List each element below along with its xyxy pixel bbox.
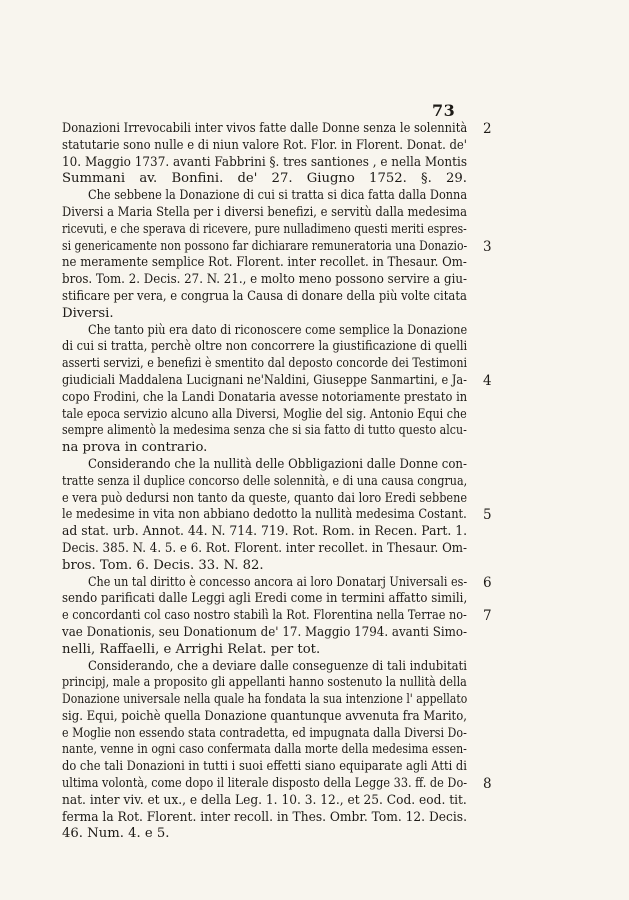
line-text: sig. Equi, poichè quella Donazione quantunque avvenuta fra Marito, [62,708,468,724]
text-line [62,456,467,474]
text-line [62,154,468,172]
text-line [62,490,468,508]
line-text: ultima volontà, come dopo il literale disposto della Legge 33. ff. de Do- [62,776,468,792]
text-line [62,809,467,827]
line-text: ne meramente semplice Rot. Florent. inter recollet. in Thesaur. Om- [62,255,467,271]
text-line [62,406,467,424]
line-text: principj, male a proposito gli appellanti hanno sostenuto la nullità della [62,675,467,691]
text-line [62,792,467,810]
text-line [62,776,492,793]
text-line [62,372,492,390]
text-line [62,339,468,356]
line-text: e Moglie non essendo stata contradetta, ed impugnata dalla Diversi Do- [62,725,467,741]
line-text: ferma la Rot. Florent. inter recoll. in Thes. Ombr. Tom. 12. Decis. [62,809,467,825]
line-text: Che sebbene la Donazione di cui si tratta si dica fatta dalla Donna [88,188,468,204]
text-line [62,356,468,373]
line-text: le medesime in vita non abbiano dedotto la nullità medesima Costant. [62,507,467,523]
text-line [62,742,467,759]
text-line [62,440,462,457]
margin-note-number: 7 [483,608,492,625]
line-text: si genericamente non possono far dichiarare remuneratoria una Donazio- [62,238,468,254]
body-text [62,121,492,843]
line-text: nat. inter viv. et ux., e della Leg. 1. 10. 3. 12., et 25. Cod. eod. tit. [62,792,467,808]
text-line [62,121,492,138]
text-line [62,725,467,743]
line-text: Diversi. [62,305,114,321]
line-text: Decis. 385. N. 4. 5. e 6. Rot. Florent. inter recollet. in Thesaur. Om- [62,540,468,556]
line-text: asserti servizi, e benefizi è smentito dal deposto concorde dei Testimoni [62,356,468,372]
margin-note-number: 8 [483,776,492,793]
text-line [62,322,468,340]
text-line [62,675,467,692]
line-text: vae Donationis, seu Donationum de' 17. Maggio 1794. avanti Simo- [62,624,468,640]
text-line [62,272,467,289]
line-text: giudiciali Maddalena Lucignani ne'Naldini, Giuseppe Sanmartini, e Ja- [62,372,467,388]
text-line [62,708,468,726]
line-text: Considerando che la nullità delle Obbligazioni dalle Donne con- [88,456,467,472]
text-line [62,238,492,256]
margin-note-number: 6 [483,574,492,591]
text-line [62,423,467,440]
text-line [62,389,468,407]
text-line [62,540,468,558]
text-line [62,221,467,239]
line-text: nelli, Raffaelli, e Arrighi Relat. per tot. [62,641,321,657]
text-line [62,658,467,676]
line-text: ricevuti, e che sperava di ricevere, pure nulladimeno questi meriti espres- [62,221,467,237]
line-text: Diversi a Maria Stella per i diversi benefizi, e servitù dalla medesima [62,204,467,220]
line-text: 46. Num. 4. e 5. [62,826,170,842]
line-text: do che tali Donazioni in tutti i suoi effetti siano equiparate agli Atti di [62,759,467,775]
line-text: ad stat. urb. Annot. 44. N. 714. 719. Rot. Rom. in Recen. Part. 1. [62,524,468,540]
line-text: e vera può dedursi non tanto da queste, quanto dai loro Eredi sebbene [62,490,468,506]
text-line [62,507,492,524]
line-text: tratte senza il duplice concorso delle solennità, e di una causa congrua, [62,473,468,489]
text-line [62,574,492,592]
margin-note-number: 4 [483,372,492,389]
line-text: nante, venne in ogni caso confermata dalla morte della medesima essen- [62,742,467,758]
text-line [62,306,462,323]
text-line [62,624,468,642]
line-text: 10. Maggio 1737. avanti Fabbrini §. tres santiones , e nella Montis [62,154,468,170]
text-line [62,255,467,272]
text-line [62,524,468,541]
text-line [62,759,467,776]
line-text: Che tanto più era dato di riconoscere come semplice la Donazione [88,322,468,338]
margin-note-number: 3 [483,238,492,255]
line-text: e concordanti col caso nostro stabilì la Rot. Florentina nella Terrae no- [62,608,467,624]
line-text: Summani av. Bonfini. de' 27. Giugno 1752. §. 29. [62,171,467,187]
line-text: sempre alimentò la medesima senza che si sia fatto di tutto questo alcu- [62,423,467,439]
text-line [62,591,468,608]
line-text: statutarie sono nulle e di niun valore Rot. Flor. in Florent. Donat. de' [62,137,467,153]
line-text: sendo parificati dalle Leggi agli Eredi come in termini affatto simili, [62,591,468,607]
text-line [62,473,468,491]
text-line [62,137,467,155]
line-text: Che un tal diritto è concesso ancora ai loro Donatarj Universali es- [88,574,468,590]
line-text: Donazioni Irrevocabili inter vivos fatte dalle Donne senza le solennità [62,121,468,136]
line-text: copo Frodini, che la Landi Donataria avesse notoriamente prestato in [62,389,468,405]
text-line [62,558,462,575]
line-text: stificare per vera, e congrua la Causa di donare della più volte citata [62,288,467,304]
page-number: 73 [432,101,456,120]
line-text: di cui si tratta, perchè oltre non concorrere la giustificazione di quelli [62,339,468,355]
text-line [62,288,467,306]
margin-note-number: 5 [483,507,492,524]
text-line [62,171,467,188]
line-text: Donazione universale nella quale ha fondata la sua intenzione l' appellato [62,692,468,708]
line-text: bros. Tom. 6. Decis. 33. N. 82. [62,557,264,573]
line-text: tale epoca servizio alcuno alla Diversi, Moglie del sig. Antonio Equi che [62,406,467,422]
line-text: bros. Tom. 2. Decis. 27. N. 21., e molto meno possono servire a giu- [62,272,467,288]
margin-note-number: 2 [483,121,492,137]
text-line [62,608,492,625]
line-text: Considerando, che a deviare dalle conseguenze di tali indubitati [88,658,467,674]
text-line [62,188,468,205]
line-text: na prova in contrario. [62,440,208,456]
text-line [62,642,462,659]
text-line [62,204,467,222]
text-line [62,692,468,709]
text-line [62,826,462,843]
